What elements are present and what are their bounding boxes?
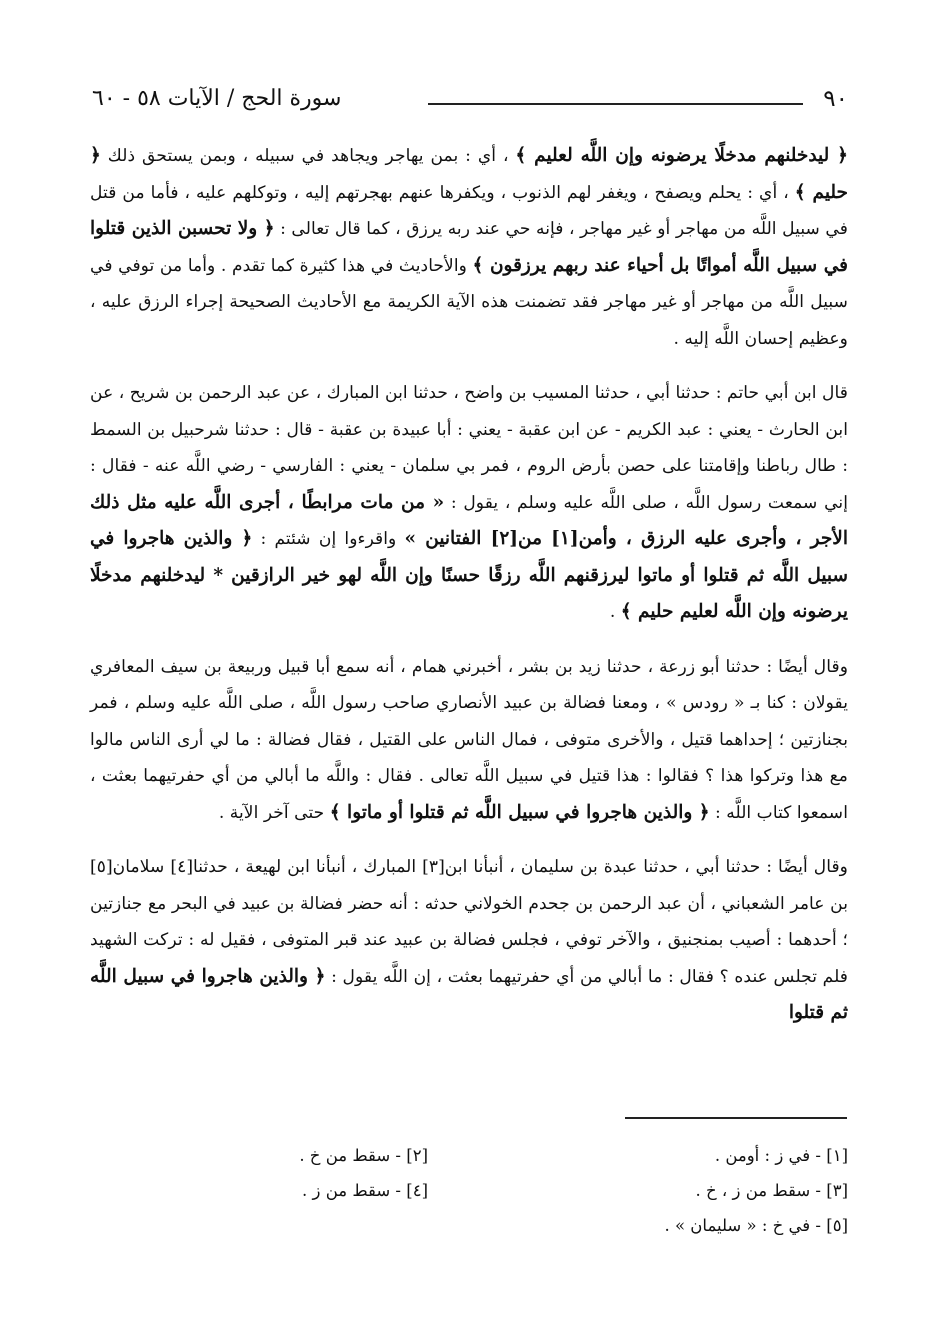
footnote-5: [٥] - في خ : « سليمان » . bbox=[664, 1216, 848, 1235]
quran-quote: ﴿ ليدخلنهم مدخلًا يرضونه وإن اللَّه لعليم ﴾ bbox=[515, 145, 848, 166]
paragraph-1 bbox=[90, 138, 848, 357]
footnote-2: [٢] - سقط من خ . bbox=[299, 1146, 428, 1165]
text-segment: واقرءوا إن شئتم : bbox=[252, 529, 405, 549]
running-header-title: سورة الحج / الآيات ٥٨ - ٦٠ bbox=[92, 86, 342, 111]
page-number: ٩٠ bbox=[823, 86, 848, 112]
paragraph-2 bbox=[90, 375, 848, 631]
text-segment: وقال أيضًا : حدثنا أبو زرعة ، حدثنا زيد بن بشر ، أخبرني همام ، أنه سمع أبا قبيل وربيعة بن سيف المعافري يقولان : كنا بـ « رودس » ، ومعنا فضالة بن عبيد الأنصاري صاحب رسول اللَّه ، صلى اللَّه عليه وسلم ، فمر بجنازتين ؛ إحداهما قتيل ، والأخرى متوفى ، فمال الناس على القتيل ، فقال فضالة : ما لي أرى الناس مالوا مع هذا وتركوا هذا ؟ فقالوا : هذا قتيل في سبيل اللَّه تعالى . فقال : واللَّه ما أبالي من أي حفرتيهما بعثت ، اسمعوا كتاب اللَّه : bbox=[90, 656, 848, 823]
text-segment: وقال أيضًا : حدثنا أبي ، حدثنا عبدة بن سليمان ، أنبأنا ابن[٣] المبارك ، أنبأنا ابن لهيعة ، حدثنا[٤] سلامان[٥] بن عامر الشعباني ، أن عبد الرحمن بن جحدم الخولاني حدثه : أنه حضر فضالة بن عبيد في البحر مع جنازتين ؛ أحدهما : أصيب بمنجنيق ، والآخر توفي ، فجلس فضالة بن عبيد عند قبر المتوفى ، فقيل له : تركت الشهيد فلم تجلس عنده ؟ فقال : ما أبالي من أي حفرتيهما بعثت ، إن اللَّه يقول : bbox=[90, 857, 848, 987]
quran-quote: ﴿ حليم ﴾ bbox=[90, 145, 848, 203]
body-text bbox=[90, 138, 848, 1050]
quran-quote: ﴿ والذين هاجروا في سبيل اللَّه ثم قتلوا bbox=[90, 965, 848, 1023]
footnote-row bbox=[90, 1146, 848, 1181]
footnote-row bbox=[90, 1216, 848, 1251]
text-segment: قال ابن أبي حاتم : حدثنا أبي ، حدثنا المسيب بن واضح ، حدثنا ابن المبارك ، عن عبد الرحمن بن شريح ، عن ابن الحارث - يعني : عبد الكريم - عن ابن عقبة - يعني : أبا عبيدة بن عقبة - قال : حدثنا شرحبيل بن السمط : طال رباطنا وإقامتنا على حصن بأرض الروم ، فمر بي سلمان - يعني : الفارسي - رضي اللَّه عنه - فقال : إني سمعت رسول اللَّه ، صلى اللَّه عليه وسلم ، يقول : bbox=[89, 383, 848, 513]
header-rule bbox=[428, 103, 803, 105]
paragraph-4 bbox=[90, 849, 848, 1032]
quran-quote: ﴿ والذين هاجروا في سبيل اللَّه ثم قتلوا أو ماتوا ليرزقنهم اللَّه رزقًا حسنًا وإن اللَّه لهو خير الرازقين * ليدخلنهم مدخلًا يرضونه وإن اللَّه لعليم حليم ﴾ bbox=[90, 528, 848, 622]
footnote-4: [٤] - سقط من ز . bbox=[302, 1181, 428, 1200]
text-segment: ، أي : بمن يهاجر ويجاهد في سبيله ، وبمن يستحق ذلك bbox=[100, 146, 516, 166]
footnote-3: [٣] - سقط من ز ، خ . bbox=[695, 1181, 848, 1200]
quran-quote: ﴿ والذين هاجروا في سبيل اللَّه ثم قتلوا أو ماتوا ﴾ bbox=[329, 801, 710, 823]
footnote-rule bbox=[625, 1117, 847, 1119]
footnote-1: [١] - في ز : أومن . bbox=[714, 1146, 848, 1165]
hadith-quote: « من مات مرابطًا ، أجرى اللَّه عليه مثل ذلك الأجر ، وأجرى عليه الرزق ، وأمن[١] من[٢] الفتانين » bbox=[90, 491, 848, 549]
text-segment: ، أي : يحلم ويصفح ، ويغفر لهم الذنوب ، ويكفرها عنهم بهجرتهم إليه ، وتوكلهم عليه ، فأما من قتل في سبيل اللَّه من مهاجر أو غير مهاجر ، فإنه حي عند ربه يرزق ، كما قال تعالى : bbox=[90, 182, 848, 239]
text-segment: حتى آخر الآية . bbox=[218, 802, 330, 823]
text-segment: والأحاديث في هذا كثيرة كما تقدم . وأما من توفي في سبيل اللَّه من مهاجر أو غير مهاجر فقد تضمنت هذه الآية الكريمة مع الأحاديث الصحيحة إجراء الرزق عليه ، وعظيم إحسان اللَّه إليه . bbox=[90, 255, 848, 349]
footnote-row bbox=[90, 1181, 848, 1216]
footnotes bbox=[90, 1146, 848, 1251]
quran-quote: ﴿ ولا تحسبن الذين قتلوا في سبيل اللَّه أمواتًا بل أحياء عند ربهم يرزقون ﴾ bbox=[90, 218, 848, 276]
paragraph-3 bbox=[90, 649, 848, 832]
text-segment: . bbox=[609, 602, 621, 622]
